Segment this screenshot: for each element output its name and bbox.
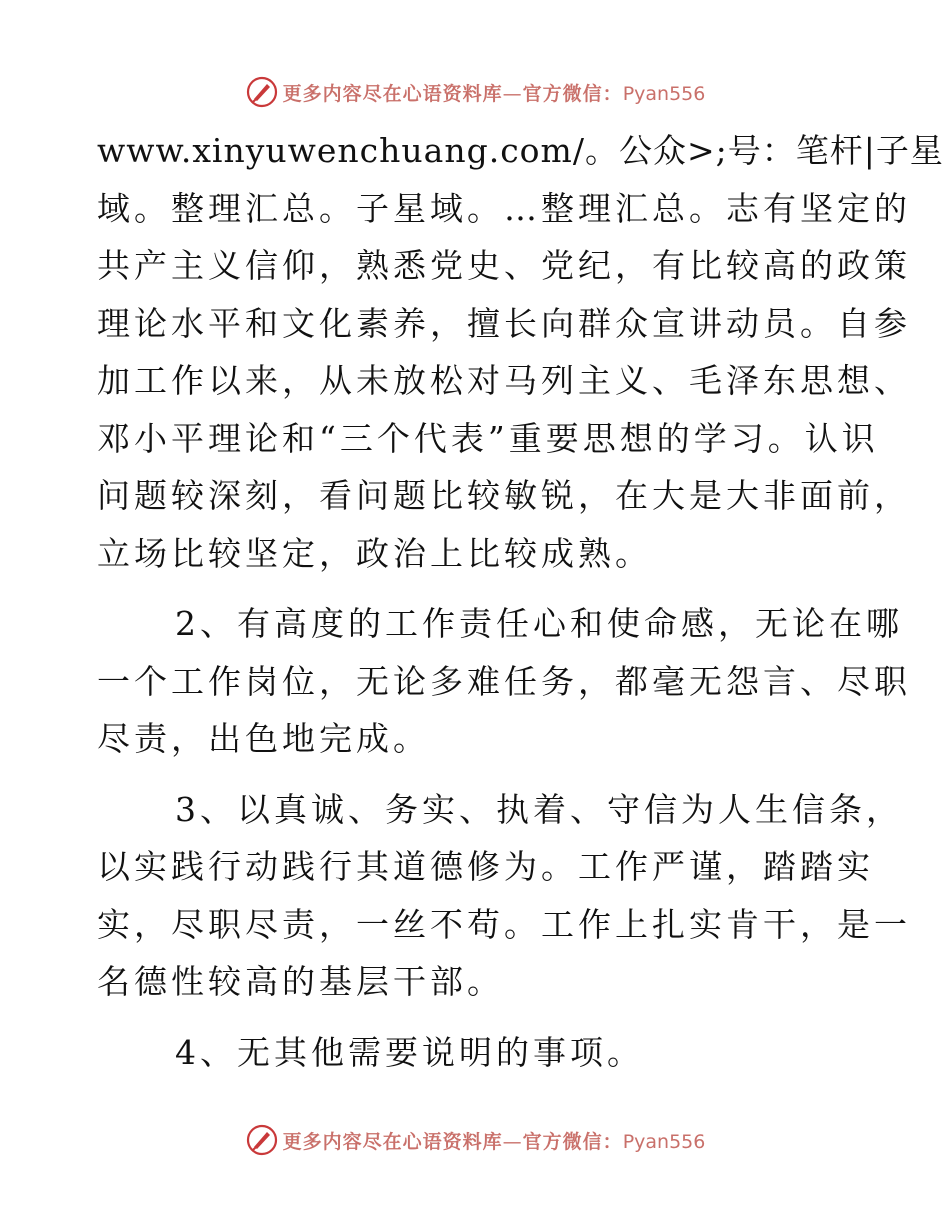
text-line: 以实践行动践行其道德修为。工作严谨，踏踏实	[97, 847, 874, 886]
paragraph-3	[97, 781, 911, 1011]
watermark-separator: —	[502, 1130, 523, 1153]
text-line: 立场比较坚定，政治上比较成熟。	[97, 533, 652, 573]
quill-logo-icon	[245, 1123, 279, 1157]
text-line: 实，尽职尽责，一丝不苟。工作上扎实肯干，是一	[97, 904, 911, 944]
text-line: 加工作以来，从未放松对马列主义、毛泽东思想、	[97, 361, 911, 400]
text-line: 邓小平理论和“三个代表”重要思想的学习。认识	[97, 418, 879, 458]
header-watermark	[0, 72, 950, 112]
footer-watermark	[0, 1120, 950, 1160]
text-line: 共产主义信仰，熟悉党史、党纪，有比较高的政策	[97, 246, 911, 285]
text-line: 问题较深刻，看问题比较敏锐，在大是大非面前，	[97, 476, 911, 515]
watermark-wechat-id: Pyan556	[622, 82, 706, 105]
text-line: 尽责，出色地完成。	[97, 719, 430, 758]
paragraph-4	[97, 1024, 857, 1082]
text-line: 理论水平和文化素养，擅长向群众宣讲动员。自参	[97, 303, 911, 343]
text-line: 3、以真诚、务实、执着、守信为人生信条，	[175, 789, 903, 829]
watermark-wechat-label: 官方微信：	[522, 1130, 623, 1153]
text-line: www.xinyuwenchuang.com/。公众>;号：笔杆|子星	[97, 131, 944, 170]
text-line: 2、有高度的工作责任心和使命感，无论在哪	[175, 604, 903, 643]
text-line: 4、无其他需要说明的事项。	[175, 1032, 644, 1072]
watermark-wechat-label: 官方微信：	[522, 82, 623, 105]
watermark-wechat-id: Pyan556	[622, 1130, 706, 1153]
watermark-text	[283, 79, 706, 106]
text-line: 一个工作岗位，无论多难任务，都毫无怨言、尽职	[97, 661, 911, 701]
paragraph-1	[97, 122, 944, 582]
watermark-text	[283, 1127, 706, 1154]
paragraph-2	[97, 595, 911, 768]
document-body	[97, 122, 944, 1081]
watermark-site-text: 更多内容尽在心语资料库	[282, 1130, 503, 1153]
quill-logo-icon	[245, 75, 279, 109]
watermark-site-text: 更多内容尽在心语资料库	[282, 82, 503, 105]
watermark-separator: —	[502, 82, 523, 105]
text-line: 域。整理汇总。子星域。…整理汇总。志有坚定的	[97, 188, 911, 228]
text-line: 名德性较高的基层干部。	[97, 962, 504, 1001]
